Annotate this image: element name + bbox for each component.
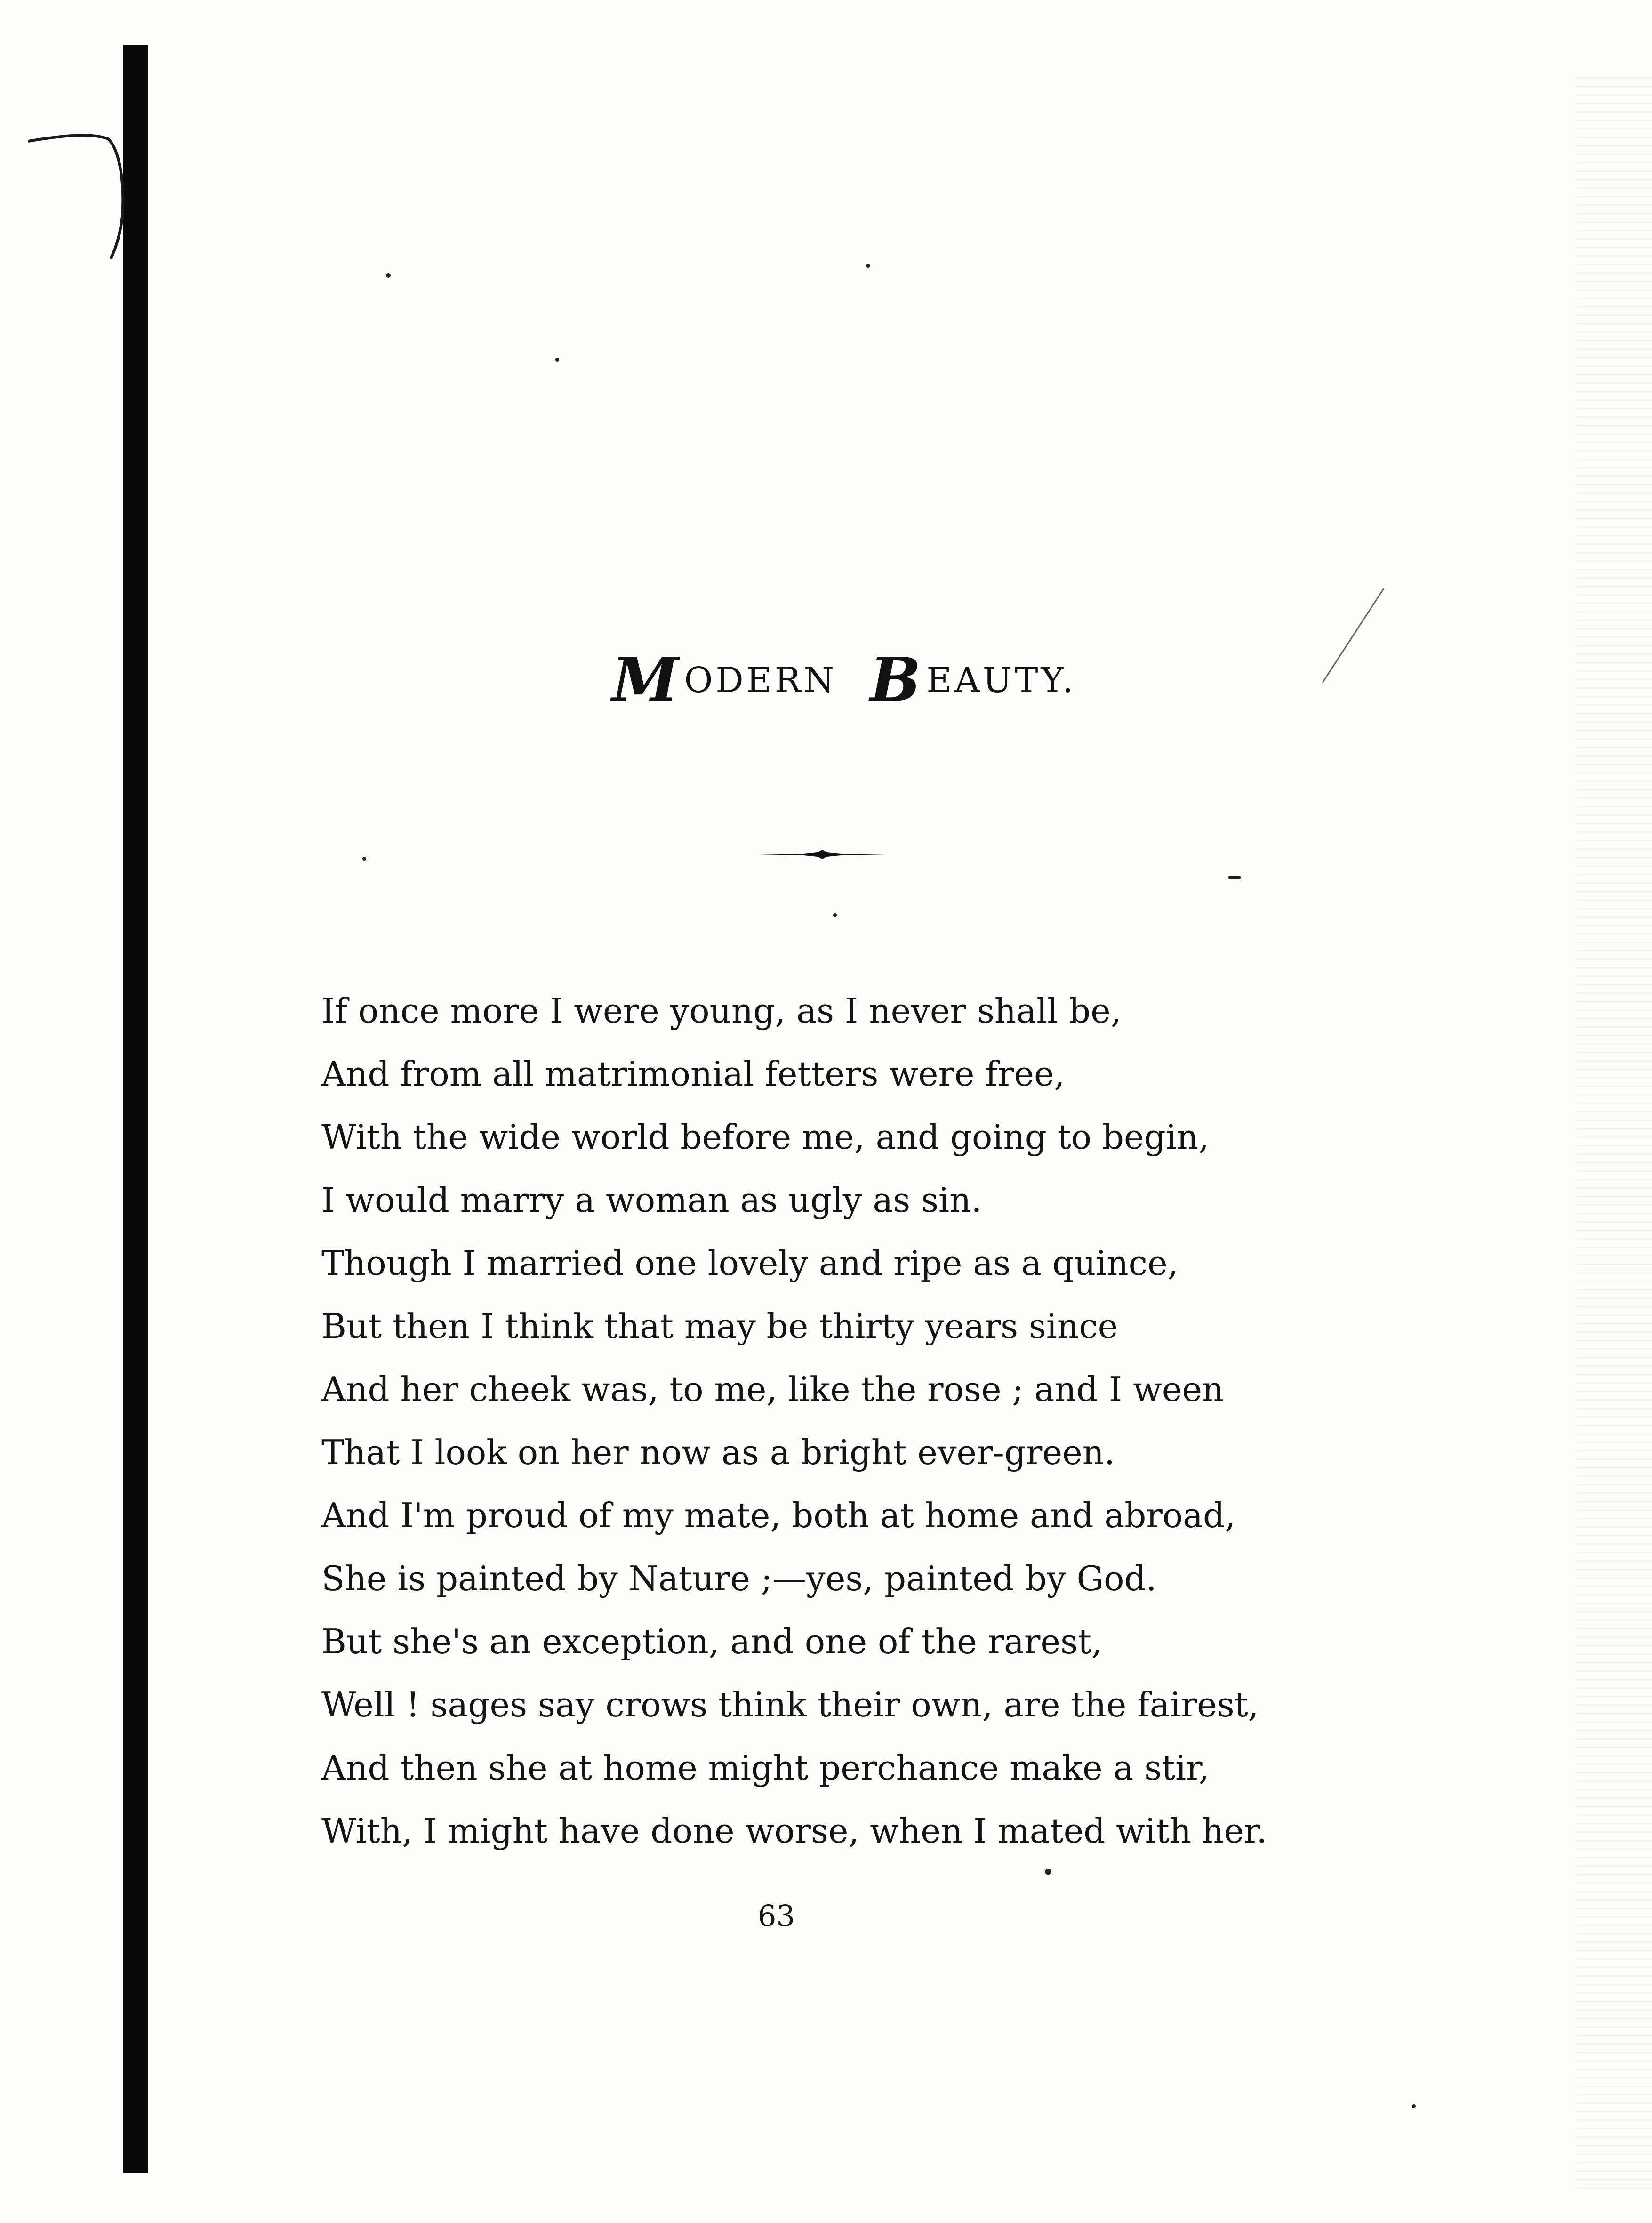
scan-speck xyxy=(362,857,366,861)
poem-line: With the wide world before me, and going to begin, xyxy=(321,1117,1209,1157)
poem-line: And from all matrimonial fetters were free, xyxy=(321,1054,1065,1094)
title-ornament-rule xyxy=(759,847,886,862)
scan-speck xyxy=(1045,1869,1051,1875)
scan-speck xyxy=(1412,2104,1416,2108)
scan-speck xyxy=(833,913,837,917)
poem-line: Though I married one lovely and ripe as a quince, xyxy=(321,1243,1179,1283)
poem-line: But then I think that may be thirty years since xyxy=(321,1306,1118,1346)
poem-line: With, I might have done worse, when I mated with her. xyxy=(321,1811,1267,1851)
scan-speck xyxy=(555,358,559,362)
scan-edge-noise xyxy=(1577,71,1652,2189)
poem-line: And her cheek was, to me, like the rose ; and I ween xyxy=(321,1369,1224,1409)
poem-line: But she's an exception, and one of the rarest, xyxy=(321,1622,1102,1661)
poem-line: And I'm proud of my mate, both at home and abroad, xyxy=(321,1496,1235,1535)
poem-line: And then she at home might perchance make a stir, xyxy=(321,1748,1210,1788)
poem-line: I would marry a woman as ugly as sin. xyxy=(321,1180,982,1220)
poem-line: If once more I were young, as I never shall be, xyxy=(321,991,1122,1031)
page-number: 63 xyxy=(758,1899,795,1933)
title-word-1-rest: ODERN xyxy=(684,660,837,701)
title-initial-m: M xyxy=(612,645,682,716)
title-word-2-rest: EAUTY. xyxy=(926,660,1076,701)
page-title xyxy=(612,645,1083,716)
margin-pencil-mark xyxy=(19,122,127,264)
margin-pencil-stroke xyxy=(1313,584,1388,687)
scan-speck xyxy=(1228,876,1241,879)
poem-text xyxy=(321,979,1310,1864)
title-initial-b: B xyxy=(870,645,924,716)
binding-edge-bar xyxy=(123,45,148,2173)
poem-line: That I look on her now as a bright ever-green. xyxy=(321,1433,1115,1472)
poem-line: She is painted by Nature ;—yes, painted by God. xyxy=(321,1559,1157,1598)
scan-speck xyxy=(386,273,391,278)
poem-line: Well ! sages say crows think their own, are the fairest, xyxy=(321,1685,1259,1724)
scan-speck xyxy=(866,264,870,268)
